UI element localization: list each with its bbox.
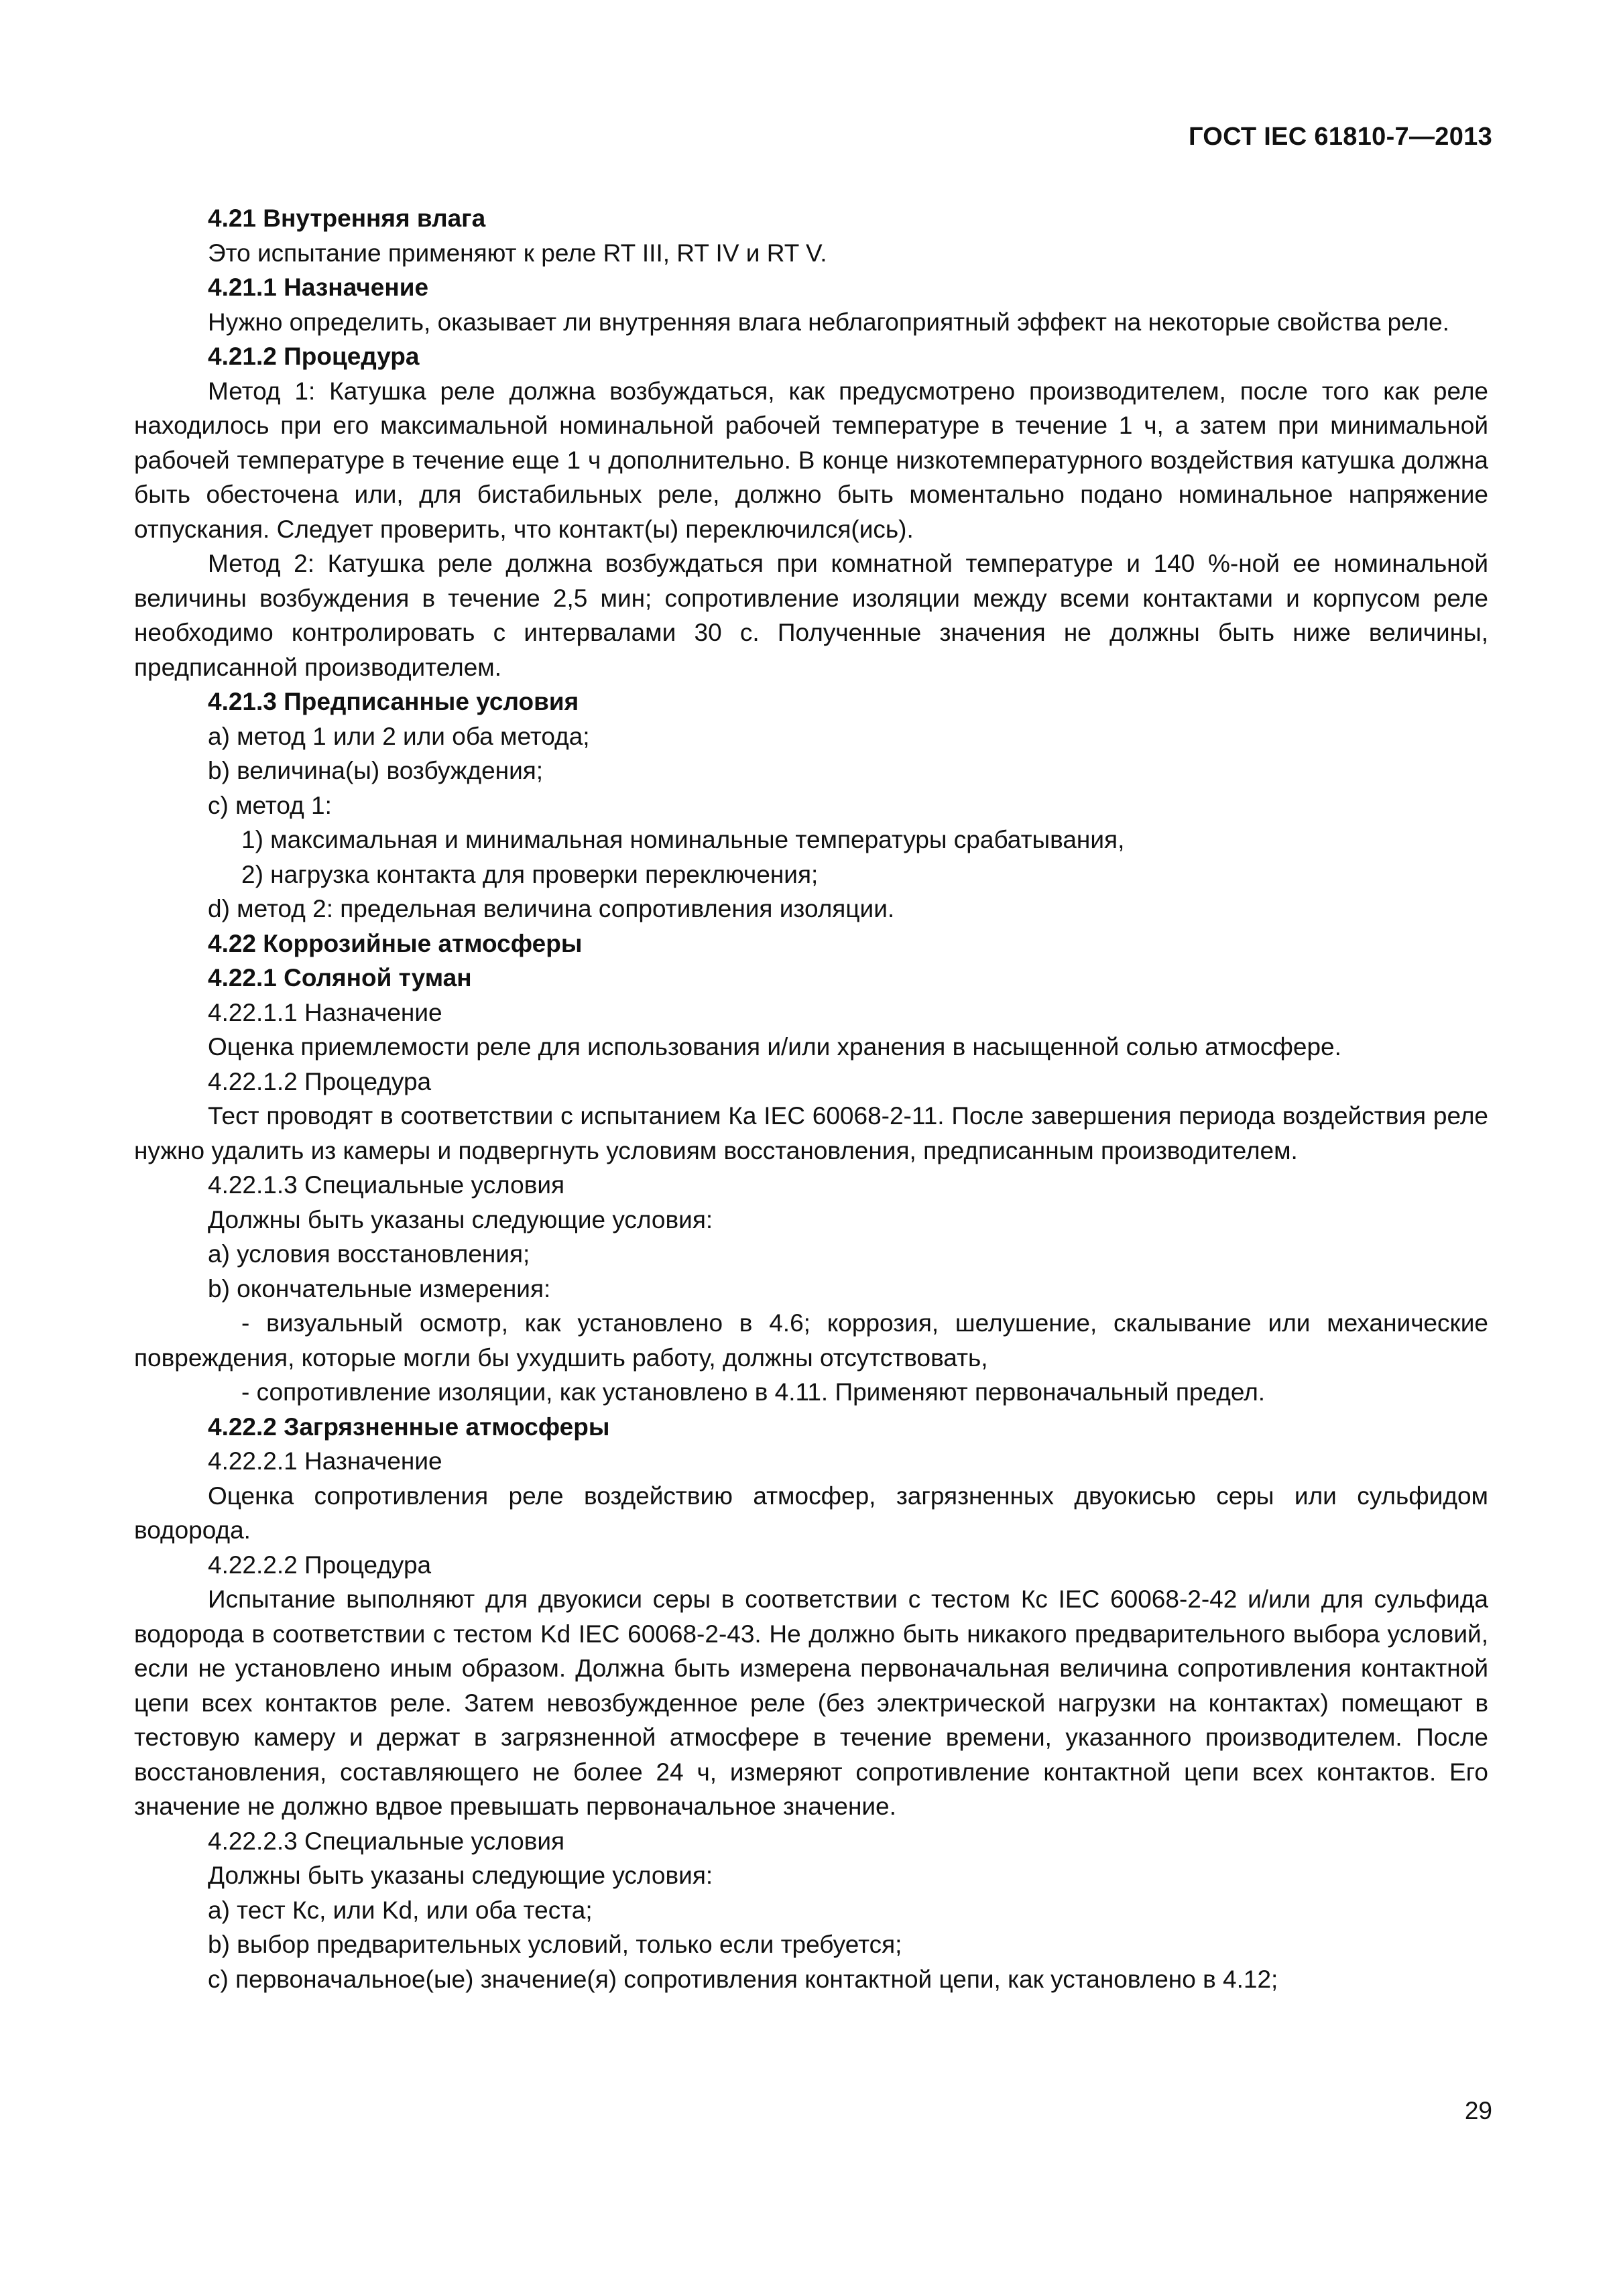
list-item: b) окончательные измерения: xyxy=(208,1274,551,1303)
clause-heading: 4.22.1.2 Процедура xyxy=(208,1067,432,1095)
section-heading-4-22: 4.22 Коррозийные атмосферы xyxy=(208,929,583,957)
paragraph: Нужно определить, оказывает ли внутренняя влага неблагоприятный эффект на некоторые свойства реле. xyxy=(208,308,1449,336)
paragraph: Должны быть указаны следующие условия: xyxy=(208,1205,713,1233)
clause-heading: 4.22.1.3 Специальные условия xyxy=(208,1171,565,1199)
list-item: c) первоначальное(ые) значение(я) сопротивления контактной цепи, как установлено в 4.12; xyxy=(208,1965,1278,1993)
paragraph: Тест проводят в соответствии с испытанием Ка IEC 60068-2-11. После завершения периода воздействия реле нужно удалить из камеры и подвергнуть условиям восстановления, предписанным производителем. xyxy=(134,1102,1488,1164)
document-body xyxy=(134,201,1488,1996)
list-item: a) метод 1 или 2 или оба метода; xyxy=(208,722,590,750)
standard-designation: ГОСТ IEC 61810-7—2013 xyxy=(1188,123,1492,151)
paragraph: Оценка приемлемости реле для использования и/или хранения в насыщенной солью атмосфере. xyxy=(208,1033,1341,1061)
clause-heading: 4.22.2.1 Назначение xyxy=(208,1447,442,1475)
section-intro: Это испытание применяют к реле RT III, RT IV и RT V. xyxy=(208,239,827,267)
list-item: a) условия восстановления; xyxy=(208,1240,530,1268)
paragraph-method-2: Метод 2: Катушка реле должна возбуждаться при комнатной температуре и 140 %-ной ее номинальной величины возбуждения в течение 2,5 мин; сопротивление изоляции между всеми контактами и корпусом реле необходимо контролировать с интервалами 30 с. Полученные значения не должны быть ниже величины, предписанной производителем. xyxy=(134,550,1488,681)
paragraph: Оценка сопротивления реле воздействию атмосфер, загрязненных двуокисью серы или сульфидом водорода. xyxy=(134,1482,1488,1544)
sub-list-item: - визуальный осмотр, как установлено в 4.6; коррозия, шелушение, скалывание или механические повреждения, которые могли бы ухудшить работу, должны отсутствовать, xyxy=(134,1309,1488,1372)
subsection-heading-4-22-1: 4.22.1 Соляной туман xyxy=(208,964,472,991)
list-item: a) тест Кс, или Kd, или оба теста; xyxy=(208,1896,593,1924)
page-number: 29 xyxy=(1464,2097,1492,2124)
subsection-heading-4-21-1: 4.21.1 Назначение xyxy=(208,274,429,301)
list-item: c) метод 1: xyxy=(208,791,332,819)
subsection-heading-4-22-2: 4.22.2 Загрязненные атмосферы xyxy=(208,1412,610,1441)
paragraph: Испытание выполняют для двуокиси серы в соответствии с тестом Кс IEC 60068-2-42 и/или для сульфида водорода в соответствии с тестом Kd IEC 60068-2-43. Не должно быть никакого предварительного выбора условий, если не установлено иным образом. Должна быть измерена первоначальная величина сопротивления контактной цепи всех контактов реле. Затем невозбужденное реле (без электрической нагрузки на контактах) помещают в тестовую камеру и держат в загрязненной атмосфере в течение времени, указанного производителем. После восстановления, составляющего не более 24 ч, измеряют сопротивление контактной цепи всех контактов. Его значение не должно вдвое превышать первоначальное значение. xyxy=(134,1585,1488,1820)
list-item: b) выбор предварительных условий, только если требуется; xyxy=(208,1931,902,1958)
paragraph-method-1: Метод 1: Катушка реле должна возбуждаться, как предусмотрено производителем, после того как реле находилось при его максимальной номинальной рабочей температуре в течение 1 ч, а затем при минимальной рабочей температуре в течение еще 1 ч дополнительно. В конце низкотемпературного воздействия катушка должна быть обесточена или, для бистабильных реле, должно быть моментально подано номинальное напряжение отпускания. Следует проверить, что контакт(ы) переключился(ись). xyxy=(134,377,1488,543)
subsection-heading-4-21-2: 4.21.2 Процедура xyxy=(208,343,420,370)
clause-heading: 4.22.2.2 Процедура xyxy=(208,1551,432,1579)
sub-list-item: 2) нагрузка контакта для проверки переключения; xyxy=(241,860,819,888)
sub-list-item: 1) максимальная и минимальная номинальные температуры срабатывания, xyxy=(241,826,1125,853)
sub-list-item: - сопротивление изоляции, как установлено в 4.11. Применяют первоначальный предел. xyxy=(241,1378,1266,1406)
clause-heading: 4.22.2.3 Специальные условия xyxy=(208,1827,565,1855)
list-item: b) величина(ы) возбуждения; xyxy=(208,757,544,784)
clause-heading: 4.22.1.1 Назначение xyxy=(208,998,442,1026)
section-heading-4-21: 4.21 Внутренняя влага xyxy=(208,204,486,232)
subsection-heading-4-21-3: 4.21.3 Предписанные условия xyxy=(208,688,579,715)
list-item: d) метод 2: предельная величина сопротивления изоляции. xyxy=(208,895,895,922)
paragraph: Должны быть указаны следующие условия: xyxy=(208,1862,713,1889)
